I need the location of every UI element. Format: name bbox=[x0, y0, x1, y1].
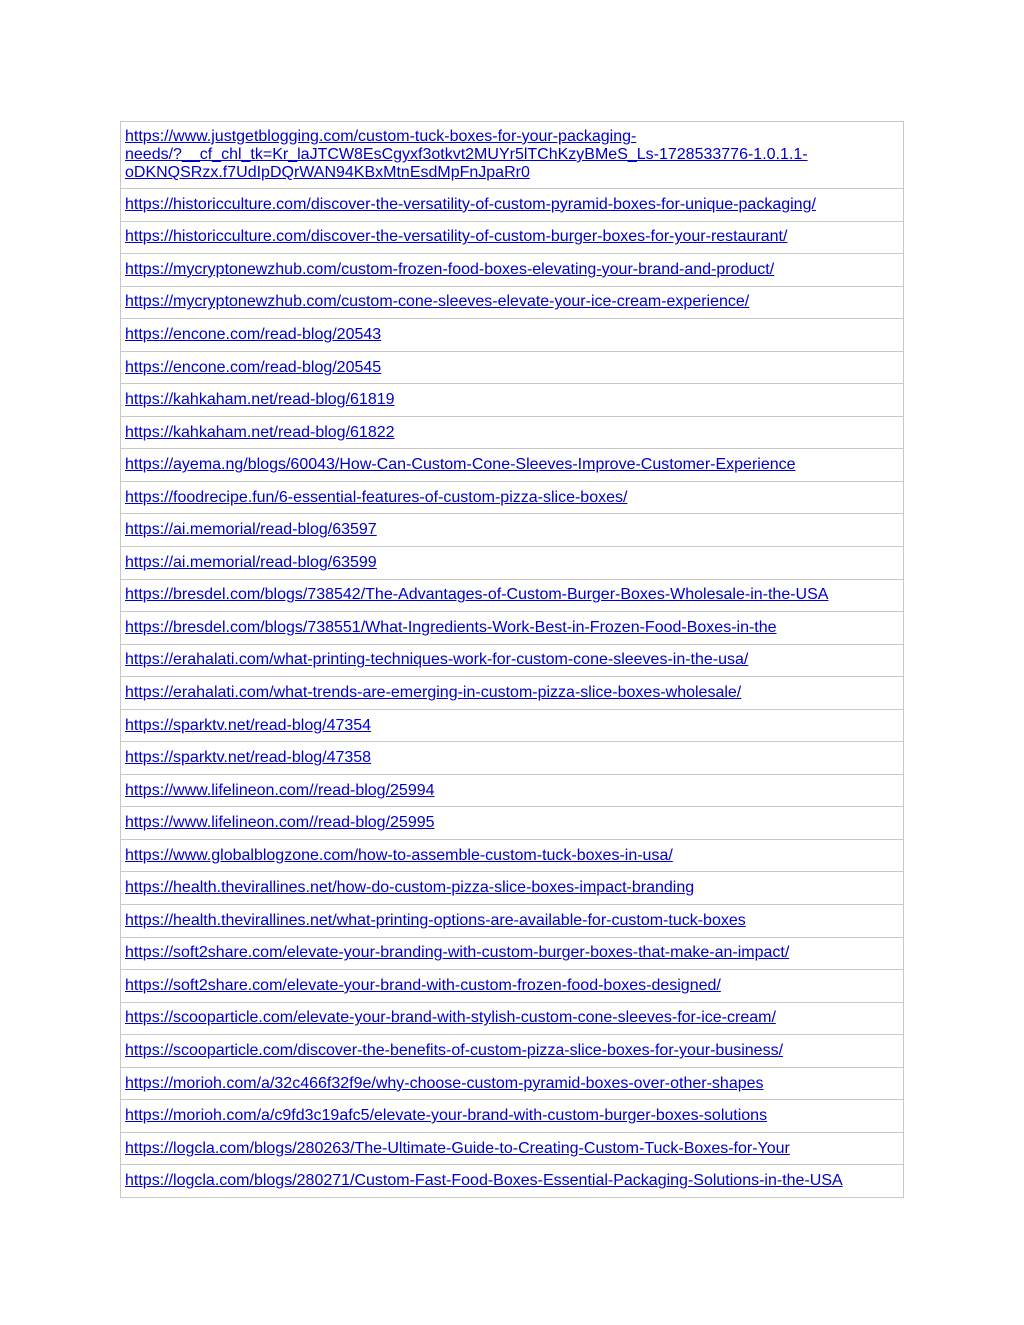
link-url[interactable]: https://soft2share.com/elevate-your-branding-with-custom-burger-boxes-that-make-an-impact/ bbox=[125, 944, 790, 962]
table-row bbox=[121, 287, 903, 320]
table-cell bbox=[121, 514, 903, 547]
table-row bbox=[121, 122, 903, 189]
table-cell bbox=[121, 807, 903, 840]
table-cell bbox=[121, 742, 903, 775]
table-row bbox=[121, 677, 903, 710]
table-cell bbox=[121, 319, 903, 352]
link-url[interactable]: https://scooparticle.com/elevate-your-brand-with-stylish-custom-cone-sleeves-for-ice-cream/ bbox=[125, 1009, 776, 1027]
table-row bbox=[121, 449, 903, 482]
table-row bbox=[121, 840, 903, 873]
table-cell bbox=[121, 938, 903, 971]
table-row bbox=[121, 514, 903, 547]
table-cell bbox=[121, 254, 903, 287]
link-url[interactable]: https://ai.memorial/read-blog/63597 bbox=[125, 521, 377, 539]
link-url[interactable]: https://kahkaham.net/read-blog/61819 bbox=[125, 391, 395, 409]
link-url[interactable]: https://bresdel.com/blogs/738551/What-Ingredients-Work-Best-in-Frozen-Food-Boxes-in-the bbox=[125, 618, 777, 636]
table-row bbox=[121, 319, 903, 352]
table-cell bbox=[121, 384, 903, 417]
table-row bbox=[121, 417, 903, 450]
table-row bbox=[121, 1100, 903, 1133]
table-cell bbox=[121, 189, 903, 222]
table-cell bbox=[121, 775, 903, 808]
table-row bbox=[121, 710, 903, 743]
table-cell bbox=[121, 222, 903, 255]
link-url[interactable]: https://health.thevirallines.net/how-do-custom-pizza-slice-boxes-impact-branding bbox=[125, 879, 695, 897]
table-cell bbox=[121, 840, 903, 873]
link-url[interactable]: https://encone.com/read-blog/20543 bbox=[125, 325, 382, 343]
link-url[interactable]: https://logcla.com/blogs/280263/The-Ultimate-Guide-to-Creating-Custom-Tuck-Boxes-for-Your bbox=[125, 1139, 790, 1157]
link-url[interactable]: https://morioh.com/a/c9fd3c19afc5/elevate-your-brand-with-custom-burger-boxes-solutions bbox=[125, 1107, 768, 1125]
table-cell bbox=[121, 482, 903, 515]
table-cell bbox=[121, 1035, 903, 1068]
link-url[interactable]: https://bresdel.com/blogs/738542/The-Advantages-of-Custom-Burger-Boxes-Wholesale-in-the-USA bbox=[125, 586, 829, 604]
table-row bbox=[121, 938, 903, 971]
table-row bbox=[121, 807, 903, 840]
table-row bbox=[121, 1035, 903, 1068]
links-table bbox=[120, 121, 904, 1198]
table-row bbox=[121, 612, 903, 645]
table-row bbox=[121, 872, 903, 905]
table-row bbox=[121, 1003, 903, 1036]
link-url[interactable]: https://ai.memorial/read-blog/63599 bbox=[125, 553, 377, 571]
table-row bbox=[121, 254, 903, 287]
link-url[interactable]: https://www.lifelineon.com//read-blog/25994 bbox=[125, 781, 435, 799]
table-cell bbox=[121, 122, 903, 189]
table-cell bbox=[121, 287, 903, 320]
link-url[interactable]: https://foodrecipe.fun/6-essential-features-of-custom-pizza-slice-boxes/ bbox=[125, 488, 628, 506]
links-table-body bbox=[121, 122, 903, 1198]
link-url[interactable]: https://encone.com/read-blog/20545 bbox=[125, 358, 382, 376]
link-url[interactable] bbox=[125, 128, 808, 181]
link-url[interactable]: https://erahalati.com/what-printing-techniques-work-for-custom-cone-sleeves-in-the-usa/ bbox=[125, 651, 749, 669]
table-cell bbox=[121, 710, 903, 743]
link-url[interactable]: https://mycryptonewzhub.com/custom-cone-sleeves-elevate-your-ice-cream-experience/ bbox=[125, 293, 750, 311]
table-cell bbox=[121, 970, 903, 1003]
link-url[interactable]: https://kahkaham.net/read-blog/61822 bbox=[125, 423, 395, 441]
link-url[interactable]: https://health.thevirallines.net/what-printing-options-are-available-for-custom-tuck-boxes bbox=[125, 911, 746, 929]
table-row bbox=[121, 775, 903, 808]
link-url[interactable]: https://morioh.com/a/32c466f32f9e/why-choose-custom-pyramid-boxes-over-other-shapes bbox=[125, 1074, 764, 1092]
table-cell bbox=[121, 449, 903, 482]
link-url[interactable]: https://mycryptonewzhub.com/custom-frozen-food-boxes-elevating-your-brand-and-product/ bbox=[125, 260, 775, 278]
table-row bbox=[121, 905, 903, 938]
link-url[interactable]: https://www.globalblogzone.com/how-to-assemble-custom-tuck-boxes-in-usa/ bbox=[125, 846, 673, 864]
link-url[interactable]: https://logcla.com/blogs/280271/Custom-Fast-Food-Boxes-Essential-Packaging-Solutions-in-the-USA bbox=[125, 1172, 843, 1190]
table-row bbox=[121, 580, 903, 613]
table-cell bbox=[121, 1100, 903, 1133]
table-row bbox=[121, 222, 903, 255]
link-url[interactable]: https://www.lifelineon.com//read-blog/25995 bbox=[125, 814, 435, 832]
table-row bbox=[121, 384, 903, 417]
table-cell bbox=[121, 580, 903, 613]
table-row bbox=[121, 742, 903, 775]
table-cell bbox=[121, 677, 903, 710]
table-cell bbox=[121, 547, 903, 580]
table-row bbox=[121, 189, 903, 222]
link-line-2: needs/?__cf_chl_tk=Kr_laJTCW8EsCgyxf3otkvt2MUYr5lTChKzyBMeS_Ls-1728533776-1.0.1.1- bbox=[125, 146, 808, 163]
link-url[interactable]: https://soft2share.com/elevate-your-brand-with-custom-frozen-food-boxes-designed/ bbox=[125, 976, 721, 994]
table-cell bbox=[121, 612, 903, 645]
table-row bbox=[121, 1133, 903, 1166]
table-row bbox=[121, 1068, 903, 1101]
table-cell bbox=[121, 905, 903, 938]
link-url[interactable]: https://sparktv.net/read-blog/47358 bbox=[125, 749, 372, 767]
table-cell bbox=[121, 352, 903, 385]
link-url[interactable]: https://historicculture.com/discover-the-versatility-of-custom-pyramid-boxes-for-unique-packaging/ bbox=[125, 195, 816, 213]
table-cell bbox=[121, 1068, 903, 1101]
link-url[interactable]: https://ayema.ng/blogs/60043/How-Can-Custom-Cone-Sleeves-Improve-Customer-Experience bbox=[125, 456, 796, 474]
table-cell bbox=[121, 872, 903, 905]
link-url[interactable]: https://erahalati.com/what-trends-are-emerging-in-custom-pizza-slice-boxes-wholesale/ bbox=[125, 683, 742, 701]
table-row bbox=[121, 352, 903, 385]
table-row bbox=[121, 970, 903, 1003]
link-url[interactable]: https://historicculture.com/discover-the-versatility-of-custom-burger-boxes-for-your-restaurant/ bbox=[125, 228, 788, 246]
table-cell bbox=[121, 417, 903, 450]
link-line-1: https://www.justgetblogging.com/custom-tuck-boxes-for-your-packaging- bbox=[125, 128, 637, 145]
table-cell bbox=[121, 1003, 903, 1036]
table-row bbox=[121, 547, 903, 580]
table-cell bbox=[121, 645, 903, 678]
table-cell bbox=[121, 1165, 903, 1198]
link-line-3: oDKNQSRzx.f7UdIpDQrWAN94KBxMtnEsdMpFnJpaRr0 bbox=[125, 164, 530, 181]
link-url[interactable]: https://scooparticle.com/discover-the-benefits-of-custom-pizza-slice-boxes-for-your-business/ bbox=[125, 1041, 784, 1059]
table-row bbox=[121, 645, 903, 678]
table-row bbox=[121, 482, 903, 515]
table-cell bbox=[121, 1133, 903, 1166]
link-url[interactable]: https://sparktv.net/read-blog/47354 bbox=[125, 716, 372, 734]
table-row bbox=[121, 1165, 903, 1198]
